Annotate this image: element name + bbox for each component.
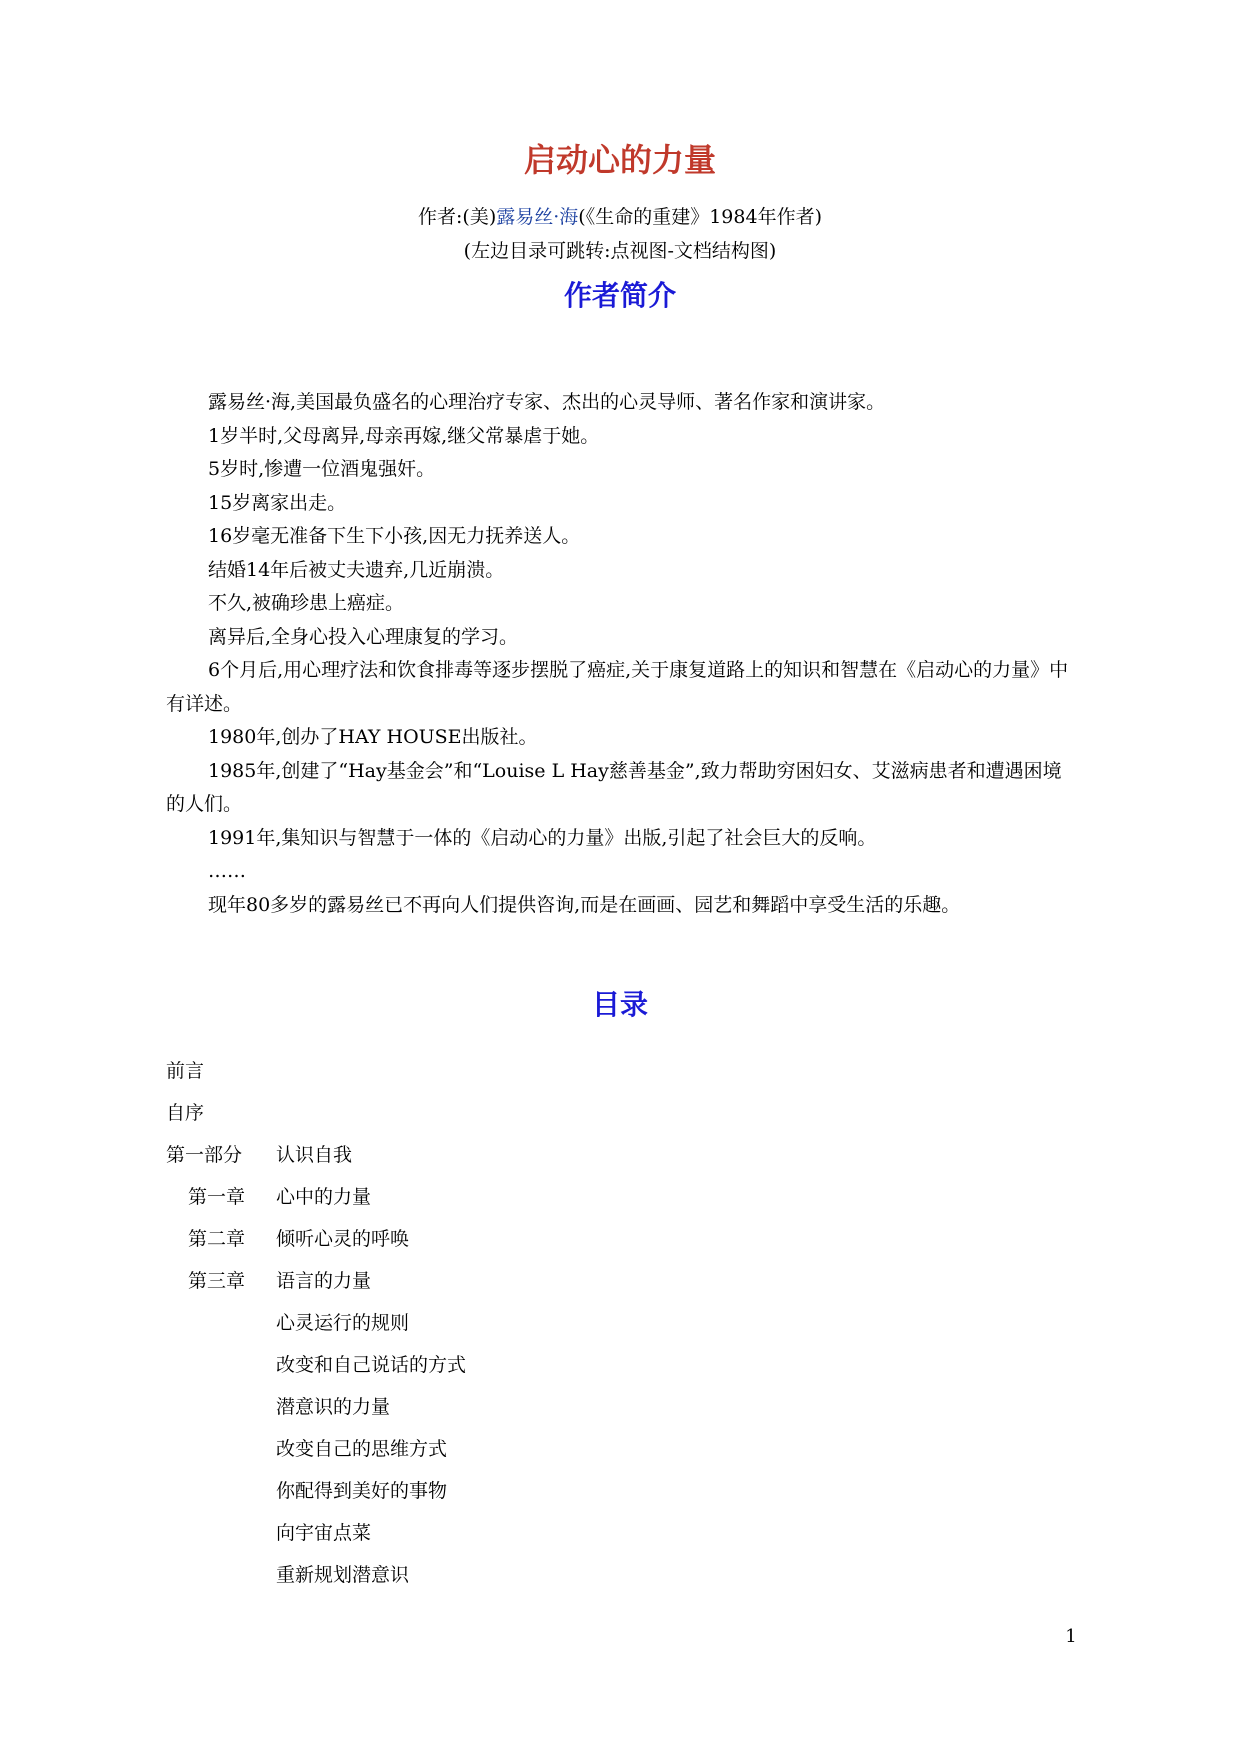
- author-line: [0, 202, 1240, 232]
- bio-paragraph: 1岁半时,父母离异,母亲再嫁,继父常暴虐于她。: [208, 424, 600, 447]
- toc-item-label: 心灵运行的规则: [276, 1312, 410, 1334]
- bio-paragraph: 现年80多岁的露易丝已不再向人们提供咨询,而是在画画、园艺和舞蹈中享受生活的乐趣。: [208, 893, 961, 916]
- toc-item-label: 倾听心灵的呼唤: [276, 1228, 410, 1250]
- bio-paragraph: ……: [208, 860, 246, 882]
- toc-item-label: 语言的力量: [276, 1270, 372, 1292]
- toc-item-chapter-3[interactable]: [166, 1260, 1066, 1302]
- toc-item-chapter-1[interactable]: [166, 1176, 1066, 1218]
- toc-item-subsection[interactable]: [166, 1386, 1066, 1428]
- toc-item-subsection[interactable]: [166, 1470, 1066, 1512]
- toc-item-label: 自序: [166, 1102, 205, 1124]
- bio-section: [166, 386, 1076, 922]
- toc-item-subsection[interactable]: [166, 1554, 1066, 1596]
- bio-paragraph: 结婚14年后被丈夫遗弃,几近崩溃。: [208, 558, 505, 581]
- page-number: 1: [1065, 1626, 1077, 1647]
- toc-item-chapter-2[interactable]: [166, 1218, 1066, 1260]
- bio-paragraph: 5岁时,惨遭一位酒鬼强奸。: [208, 458, 436, 480]
- toc-item-label: 你配得到美好的事物: [276, 1480, 448, 1502]
- bio-paragraph: 露易丝·海,美国最负盛名的心理治疗专家、杰出的心灵导师、著名作家和演讲家。: [208, 391, 886, 413]
- toc-item-label: 重新规划潜意识: [276, 1564, 410, 1586]
- toc-heading: 目录: [591, 988, 648, 1021]
- toc-item-subsection[interactable]: [166, 1512, 1066, 1554]
- bio-paragraph: 离异后,全身心投入心理康复的学习。: [208, 625, 519, 648]
- document-title: 启动心的力量: [523, 141, 716, 179]
- toc-item-label: 改变自己的思维方式: [276, 1438, 448, 1460]
- toc-item-number: 第三章: [188, 1270, 246, 1292]
- toc-item-subsection[interactable]: [166, 1302, 1066, 1344]
- bio-paragraph: 15岁离家出走。: [208, 491, 347, 514]
- navigation-hint: (左边目录可跳转:点视图-文档结构图): [463, 240, 777, 262]
- toc-item-label: 心中的力量: [276, 1186, 372, 1208]
- toc-item-number: 第一章: [188, 1186, 246, 1208]
- bio-paragraph: 不久,被确珍患上癌症。: [208, 592, 405, 614]
- toc-item-subsection[interactable]: [166, 1344, 1066, 1386]
- toc-item-author-preface[interactable]: [166, 1092, 1066, 1134]
- bio-paragraph: 6个月后,用心理疗法和饮食排毒等逐步摆脱了癌症,关于康复道路上的知识和智慧在《启动心的力量》中有详述。: [166, 659, 1069, 715]
- author-name-link[interactable]: 露易丝·海: [496, 206, 579, 228]
- toc-item-number: 第一部分: [166, 1144, 243, 1166]
- author-suffix: (《生命的重建》1984年作者): [578, 206, 822, 228]
- toc-item-subsection[interactable]: [166, 1428, 1066, 1470]
- bio-paragraph: 1980年,创办了HAY HOUSE出版社。: [208, 726, 538, 748]
- author-prefix: 作者:(美): [418, 206, 497, 228]
- toc-item-number: 第二章: [188, 1228, 246, 1250]
- table-of-contents: [166, 1050, 1066, 1596]
- bio-paragraph: 16岁毫无准备下生下小孩,因无力抚养送人。: [208, 525, 581, 547]
- toc-item-label: 前言: [166, 1060, 205, 1082]
- toc-item-label: 认识自我: [276, 1144, 353, 1166]
- toc-item-preface[interactable]: [166, 1050, 1066, 1092]
- toc-item-part-1[interactable]: [166, 1134, 1066, 1176]
- bio-paragraph: 1991年,集知识与智慧于一体的《启动心的力量》出版,引起了社会巨大的反响。: [208, 826, 877, 849]
- toc-item-label: 潜意识的力量: [276, 1396, 391, 1418]
- bio-paragraph: 1985年,创建了“Hay基金会”和“Louise L Hay慈善基金”,致力帮助穷困妇女、艾滋病患者和遭遇困境的人们。: [166, 759, 1062, 815]
- toc-item-label: 向宇宙点菜: [276, 1522, 372, 1544]
- toc-item-label: 改变和自己说话的方式: [276, 1354, 467, 1376]
- bio-heading: 作者简介: [563, 279, 676, 312]
